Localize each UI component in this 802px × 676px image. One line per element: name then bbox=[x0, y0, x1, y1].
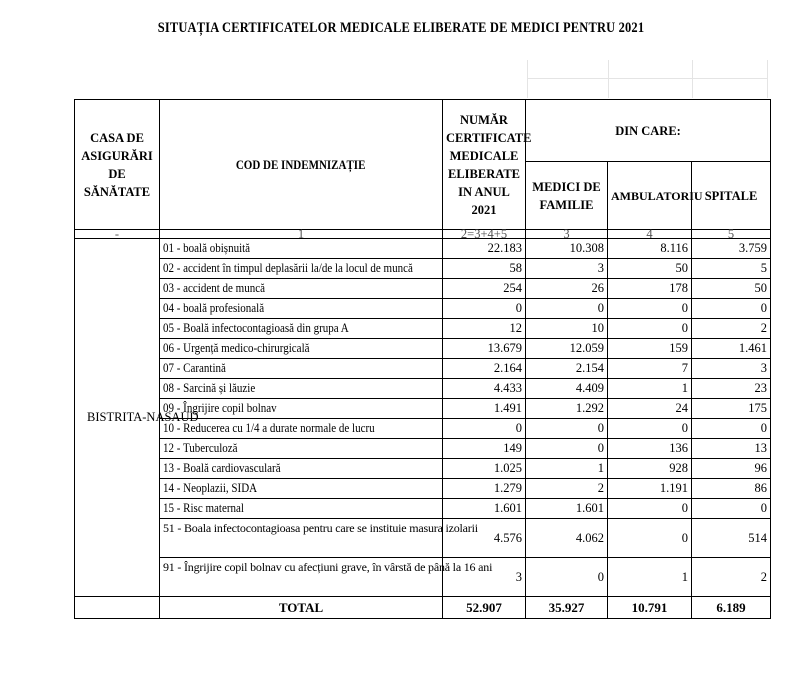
header-spitale: SPITALE bbox=[692, 162, 771, 230]
table-row bbox=[75, 399, 771, 419]
ambulatoriu-cell: 0 bbox=[608, 299, 692, 319]
cod-cell: 05 - Boală infectocontagioasă din grupa A bbox=[160, 319, 443, 339]
medici-cell: 0 bbox=[526, 419, 608, 439]
header-ambulatoriu: AMBULATORIU bbox=[608, 162, 692, 230]
header-medici: MEDICI DE FAMILIE bbox=[526, 162, 608, 230]
page-title: SITUAȚIA CERTIFICATELOR MEDICALE ELIBERATE DE MEDICI PENTRU 2021 bbox=[157, 20, 645, 36]
medici-cell: 0 bbox=[526, 439, 608, 459]
ambulatoriu-cell: 50 bbox=[608, 259, 692, 279]
header-din-care: DIN CARE: bbox=[526, 100, 771, 162]
medici-cell: 2 bbox=[526, 479, 608, 499]
cod-cell: 08 - Sarcină și lăuzie bbox=[160, 379, 443, 399]
total-cell: 2.164 bbox=[443, 359, 526, 379]
spitale-cell: 0 bbox=[692, 299, 771, 319]
table-row bbox=[75, 519, 771, 558]
medici-cell: 4.409 bbox=[526, 379, 608, 399]
cod-cell: 13 - Boală cardiovasculară bbox=[160, 459, 443, 479]
total-cell: 1.601 bbox=[443, 499, 526, 519]
medici-cell: 1.601 bbox=[526, 499, 608, 519]
table-row bbox=[75, 319, 771, 339]
cod-cell: 09 - Îngrijire copil bolnav bbox=[160, 399, 443, 419]
total-total-cell: 52.907 bbox=[443, 597, 526, 619]
total-cell: 254 bbox=[443, 279, 526, 299]
index-cell: - bbox=[75, 230, 160, 239]
spitale-cell: 1.461 bbox=[692, 339, 771, 359]
table-row bbox=[75, 279, 771, 299]
table-row bbox=[75, 459, 771, 479]
total-cell: 12 bbox=[443, 319, 526, 339]
total-cell: 0 bbox=[443, 419, 526, 439]
cod-cell: 03 - accident de muncă bbox=[160, 279, 443, 299]
spitale-cell: 5 bbox=[692, 259, 771, 279]
ambulatoriu-cell: 7 bbox=[608, 359, 692, 379]
spitale-cell: 2 bbox=[692, 319, 771, 339]
spitale-cell: 0 bbox=[692, 419, 771, 439]
medici-cell: 26 bbox=[526, 279, 608, 299]
total-label: TOTAL bbox=[160, 597, 443, 619]
ambulatoriu-cell: 1.191 bbox=[608, 479, 692, 499]
medici-cell: 2.154 bbox=[526, 359, 608, 379]
total-cell: 22.183 bbox=[443, 239, 526, 259]
index-cell: 2=3+4+5 bbox=[443, 230, 526, 239]
cod-cell: 14 - Neoplazii, SIDA bbox=[160, 479, 443, 499]
total-cell: 1.279 bbox=[443, 479, 526, 499]
header-casa: CASA DE ASIGURĂRI DE SĂNĂTATE bbox=[75, 100, 160, 230]
ambulatoriu-cell: 8.116 bbox=[608, 239, 692, 259]
total-cell: 1.025 bbox=[443, 459, 526, 479]
index-cell: 4 bbox=[608, 230, 692, 239]
spitale-cell: 23 bbox=[692, 379, 771, 399]
total-cell: 0 bbox=[443, 299, 526, 319]
total-medici-cell: 35.927 bbox=[526, 597, 608, 619]
spitale-cell: 514 bbox=[692, 519, 771, 558]
spitale-cell: 2 bbox=[692, 558, 771, 597]
medici-cell: 4.062 bbox=[526, 519, 608, 558]
table-row bbox=[75, 479, 771, 499]
index-cell: 5 bbox=[692, 230, 771, 239]
total-cell: 13.679 bbox=[443, 339, 526, 359]
cod-cell: 07 - Carantină bbox=[160, 359, 443, 379]
ambulatoriu-cell: 0 bbox=[608, 519, 692, 558]
index-row bbox=[75, 230, 771, 239]
table-row bbox=[75, 439, 771, 459]
ambulatoriu-cell: 178 bbox=[608, 279, 692, 299]
ambulatoriu-cell: 0 bbox=[608, 319, 692, 339]
table-row bbox=[75, 339, 771, 359]
spitale-cell: 175 bbox=[692, 399, 771, 419]
ambulatoriu-cell: 24 bbox=[608, 399, 692, 419]
total-spitale-cell: 6.189 bbox=[692, 597, 771, 619]
table-row bbox=[75, 259, 771, 279]
medici-cell: 10.308 bbox=[526, 239, 608, 259]
spitale-cell: 0 bbox=[692, 499, 771, 519]
medici-cell: 0 bbox=[526, 558, 608, 597]
cod-cell: 01 - boală obișnuită bbox=[160, 239, 443, 259]
table-row bbox=[75, 379, 771, 399]
cod-cell: 10 - Reducerea cu 1/4 a durate normale de lucru bbox=[160, 419, 443, 439]
medici-cell: 10 bbox=[526, 319, 608, 339]
index-cell: 3 bbox=[526, 230, 608, 239]
certificates-table bbox=[74, 99, 771, 619]
index-cell: 1 bbox=[160, 230, 443, 239]
total-row bbox=[75, 597, 771, 619]
cod-cell: 06 - Urgență medico-chirurgicală bbox=[160, 339, 443, 359]
cod-cell: 51 - Boala infectocontagioasa pentru care se instituie masura izolarii bbox=[160, 519, 443, 558]
total-ambulatoriu-cell: 10.791 bbox=[608, 597, 692, 619]
medici-cell: 1.292 bbox=[526, 399, 608, 419]
total-cell: 1.491 bbox=[443, 399, 526, 419]
ambulatoriu-cell: 928 bbox=[608, 459, 692, 479]
total-cell: 58 bbox=[443, 259, 526, 279]
cod-cell: 04 - boală profesională bbox=[160, 299, 443, 319]
medici-cell: 1 bbox=[526, 459, 608, 479]
table-row bbox=[75, 419, 771, 439]
table-row bbox=[75, 239, 771, 259]
cod-cell: 91 - Îngrijire copil bolnav cu afecțiuni grave, în vârstă de până la 16 ani bbox=[160, 558, 443, 597]
total-cell: 149 bbox=[443, 439, 526, 459]
spitale-cell: 50 bbox=[692, 279, 771, 299]
cod-cell: 02 - accident în timpul deplasării la/de la locul de muncă bbox=[160, 259, 443, 279]
ambulatoriu-cell: 159 bbox=[608, 339, 692, 359]
medici-cell: 3 bbox=[526, 259, 608, 279]
background-gridlines bbox=[527, 60, 768, 98]
table-row bbox=[75, 359, 771, 379]
ambulatoriu-cell: 0 bbox=[608, 499, 692, 519]
spitale-cell: 86 bbox=[692, 479, 771, 499]
medici-cell: 0 bbox=[526, 299, 608, 319]
table-row bbox=[75, 299, 771, 319]
ambulatoriu-cell: 0 bbox=[608, 419, 692, 439]
ambulatoriu-cell: 1 bbox=[608, 379, 692, 399]
ambulatoriu-cell: 1 bbox=[608, 558, 692, 597]
header-numar: NUMĂR CERTIFICATE MEDICALE ELIBERATE IN ANUL 2021 bbox=[443, 100, 526, 230]
total-cell: 4.433 bbox=[443, 379, 526, 399]
casa-name: BISTRITA-NASAUD bbox=[75, 239, 160, 597]
cod-cell: 12 - Tuberculoză bbox=[160, 439, 443, 459]
spitale-cell: 3 bbox=[692, 359, 771, 379]
total-cell: 3 bbox=[443, 558, 526, 597]
medici-cell: 12.059 bbox=[526, 339, 608, 359]
spitale-cell: 96 bbox=[692, 459, 771, 479]
spitale-cell: 13 bbox=[692, 439, 771, 459]
spitale-cell: 3.759 bbox=[692, 239, 771, 259]
header-cod: COD DE INDEMNIZAȚIE bbox=[160, 100, 443, 230]
table-row bbox=[75, 499, 771, 519]
total-empty-cell bbox=[75, 597, 160, 619]
ambulatoriu-cell: 136 bbox=[608, 439, 692, 459]
cod-cell: 15 - Risc maternal bbox=[160, 499, 443, 519]
total-cell: 4.576 bbox=[443, 519, 526, 558]
table-row bbox=[75, 558, 771, 597]
